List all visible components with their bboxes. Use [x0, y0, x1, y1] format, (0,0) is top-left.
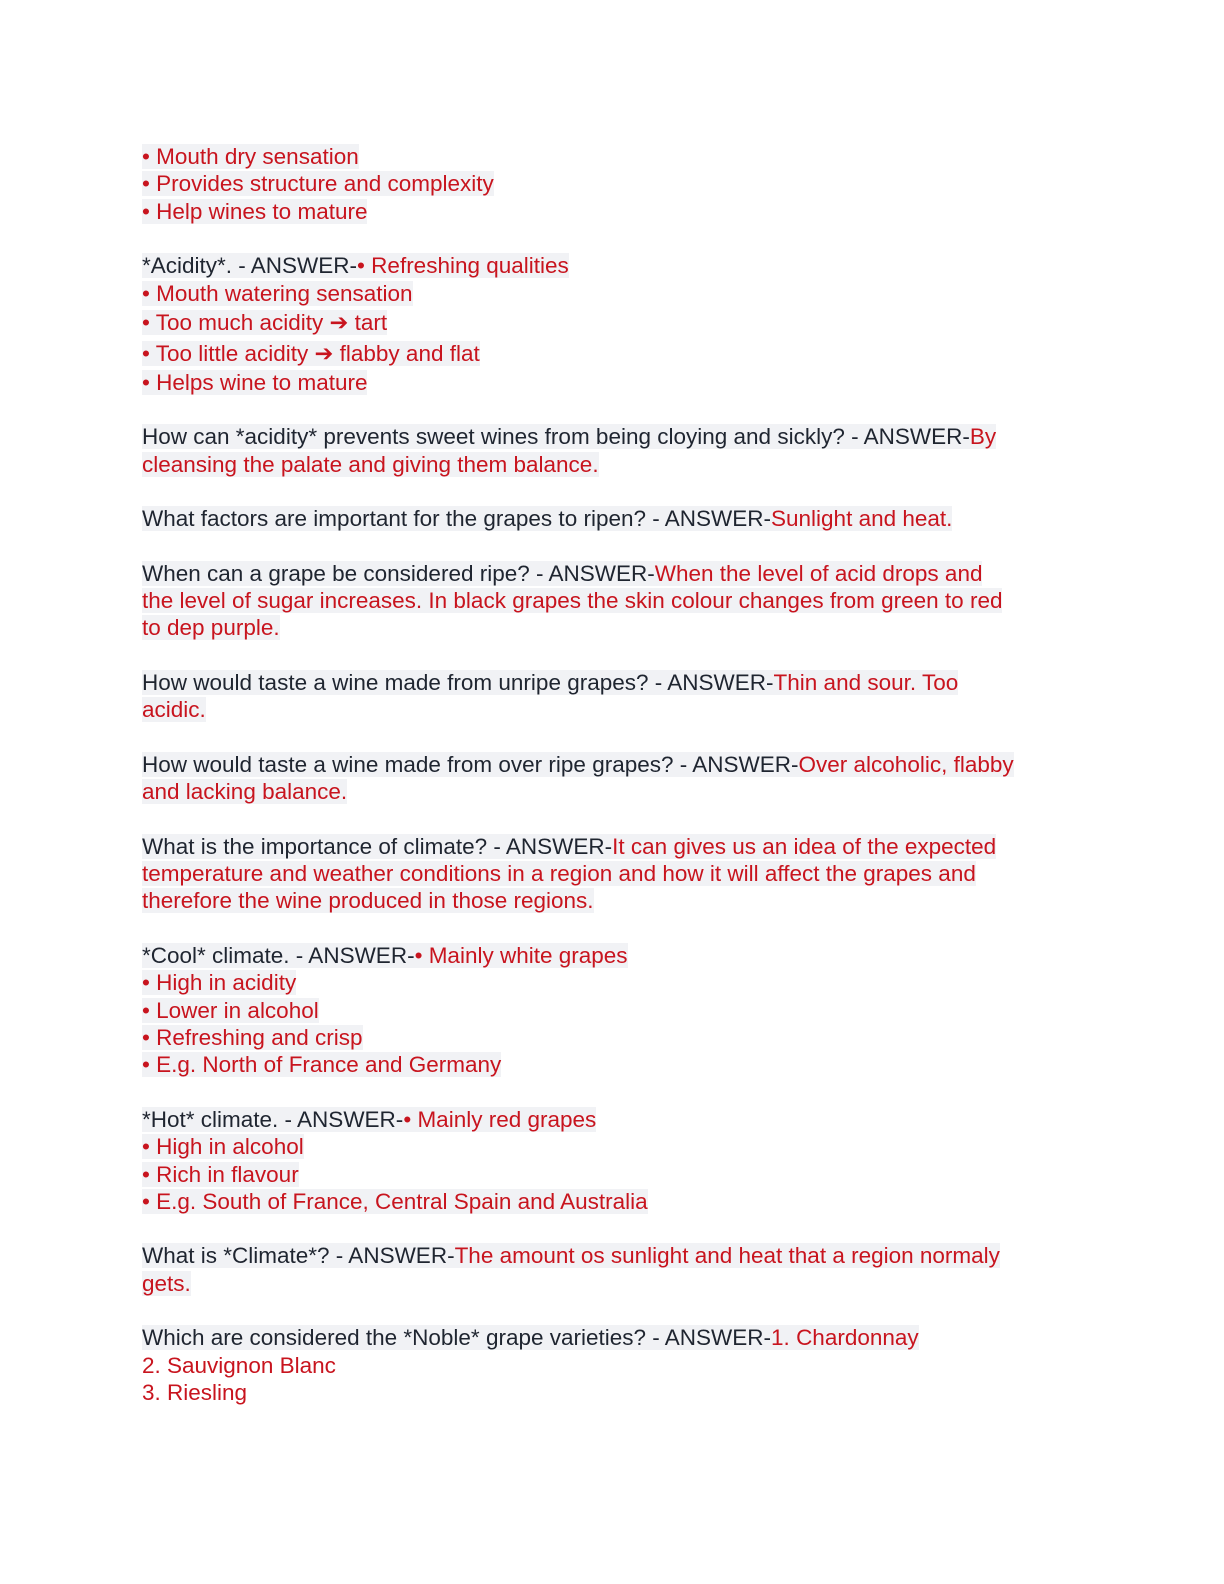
list-item: 2. Sauvignon Blanc [142, 1352, 336, 1378]
tannin-list [142, 143, 1072, 225]
list-item: • Too much acidity ➔ tart [142, 310, 388, 336]
qa-over-ripe [142, 751, 1072, 806]
answer-text: gets. [142, 1270, 191, 1296]
question-text: What factors are important for the grapes to ripen? - ANSWER- [142, 506, 772, 532]
list-item: • High in alcohol [142, 1134, 304, 1160]
answer-text: acidic. [142, 697, 206, 723]
question-text: Which are considered the *Noble* grape varieties? - ANSWER- [142, 1325, 772, 1351]
list-item: • Mouth watering sensation [142, 280, 413, 306]
question-text: *Cool* climate. - ANSWER- [142, 942, 415, 968]
answer-text: Sunlight and heat. [771, 506, 953, 532]
question-text: What is the importance of climate? - ANSWER- [142, 833, 613, 859]
qa-noble-varieties [142, 1324, 1072, 1406]
qa-sweet-wines [142, 423, 1072, 478]
list-item: • E.g. South of France, Central Spain and Australia [142, 1188, 648, 1214]
qa-climate-importance [142, 833, 1072, 915]
answer-text: By [969, 424, 997, 450]
list-item: 3. Riesling [142, 1380, 248, 1405]
list-item: • Refreshing and crisp [142, 1024, 363, 1050]
list-item: • Too little acidity ➔ flabby and flat [142, 341, 480, 367]
list-item: • Mouth dry sensation [142, 144, 359, 169]
document-page [142, 143, 1072, 1433]
answer-text: Thin and sour. Too [773, 669, 959, 695]
answer-text: 1. Chardonnay [771, 1325, 919, 1351]
list-item: • Help wines to mature [142, 198, 368, 224]
qa-acidity [142, 252, 1072, 396]
answer-text: to dep purple. [142, 615, 280, 641]
answer-text: cleansing the palate and giving them balance. [142, 451, 599, 477]
question-text: *Hot* climate. - ANSWER- [142, 1106, 404, 1132]
question-text: How can *acidity* prevents sweet wines from being cloying and sickly? - ANSWER- [142, 424, 970, 450]
answer-text: Over alcoholic, flabby [798, 751, 1014, 777]
answer-text: the level of sugar increases. In black grapes the skin colour changes from green to red [142, 588, 1003, 614]
question-text: *Acidity*. - ANSWER- [142, 253, 358, 279]
answer-text: When the level of acid drops and [654, 560, 983, 586]
qa-climate-definition [142, 1242, 1072, 1297]
answer-text: • Mainly red grapes [403, 1106, 597, 1132]
qa-ripen-factors [142, 505, 1072, 532]
answer-text: therefore the wine produced in those regions. [142, 888, 594, 914]
answer-text: The amount os sunlight and heat that a region normaly [454, 1243, 1000, 1269]
list-item: • Lower in alcohol [142, 997, 319, 1023]
qa-cool-climate [142, 942, 1072, 1079]
list-item: • High in acidity [142, 970, 297, 996]
answer-text: temperature and weather conditions in a region and how it will affect the grapes and [142, 860, 976, 886]
list-item: • Helps wine to mature [142, 370, 368, 396]
qa-hot-climate [142, 1106, 1072, 1216]
answer-text: It can gives us an idea of the expected [612, 833, 997, 859]
question-text: What is *Climate*? - ANSWER- [142, 1243, 455, 1269]
question-text: When can a grape be considered ripe? - ANSWER- [142, 560, 655, 586]
question-text: How would taste a wine made from over ripe grapes? - ANSWER- [142, 751, 799, 777]
answer-text: and lacking balance. [142, 779, 348, 805]
list-item: • Provides structure and complexity [142, 171, 494, 197]
answer-text: • Refreshing qualities [357, 253, 569, 279]
answer-text: • Mainly white grapes [414, 942, 628, 968]
list-item: • Rich in flavour [142, 1161, 299, 1187]
qa-unripe [142, 669, 1072, 724]
list-item: • E.g. North of France and Germany [142, 1052, 502, 1078]
question-text: How would taste a wine made from unripe grapes? - ANSWER- [142, 669, 774, 695]
qa-ripe-grape [142, 560, 1072, 642]
